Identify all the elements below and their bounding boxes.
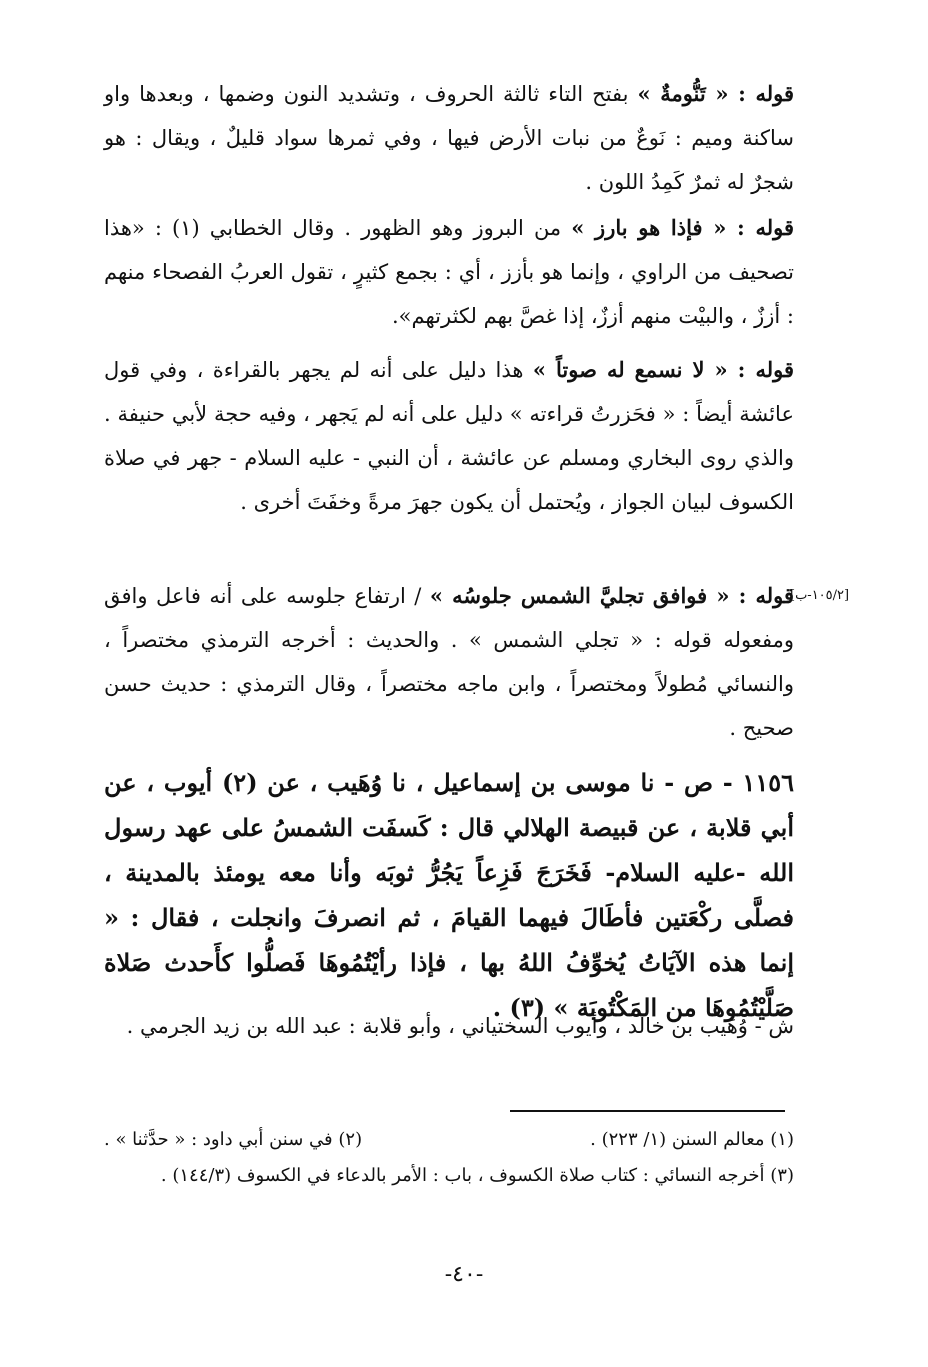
paragraph-2 xyxy=(104,206,794,338)
margin-manuscript-reference: [١٠٥/٢-ب] xyxy=(790,588,850,603)
paragraph-1 xyxy=(104,72,794,204)
footnote-2: (٢) في سنن أبي داود : « حدَّثنا » . xyxy=(104,1129,363,1150)
paragraph-3-text: هذا دليل على أنه لم يجهر بالقراءة ، وفي قول عائشة أيضاً : « فحَزرتُ قراءته » دليل على أنه لم يَجهر ، وفيه حجة لأبي حنيفة . والذي روى البخاري ومسلم عن عائشة ، أن النبي - عليه السلام - جهر في صلاة الكسوف لبيان الجواز ، ويُحتمل أن يكون جهرَ مرةً وخفَتَ أخرى . xyxy=(104,358,794,514)
footnote-divider xyxy=(510,1110,785,1112)
paragraph-2-lead: قوله : « فإذا هو بارز » xyxy=(571,215,795,240)
commentary-text: ش - وُهَيب بن خالد ، وأيوب السختياني ، وأبو قلابة : عبد الله بن زيد الجرمي . xyxy=(126,1014,794,1038)
paragraph-1-text: بفتح التاء ثالثة الحروف ، وتشديد النون وضمها ، وبعدها واو ساكنة وميم : نَوعٌ من نبات الأرض فيها ، وفي ثمرها سواد قليلٌ ، ويقال : هو شجرٌ له ثمرٌ كَمِدُ اللون . xyxy=(104,82,794,194)
paragraph-4 xyxy=(104,574,794,750)
hadith-text: ١١٥٦ - ص - نا موسى بن إسماعيل ، نا وُهَيب ، عن (٢) أيوب ، عن أبي قلابة ، عن قبيصة الهلالي قال : كَسفَت الشمسُ على عهد رسول الله -عليه السلام- فَخَرَجَ فَزِعاً يَجُرُّ ثوبَه وأنا معه يومئذ بالمدينة ، فصلَّى ركْعَتين فأطَالَ فيهما القيامَ ، ثم انصرفَ وانجلت ، فقال : « إنما هذه الآيَاتُ يُخوِّفُ اللهُ بها ، فإذا رأيْتُمُوهَا فَصلُّوا كأَحدث صَلاة صَلَّيْتُمُوهَا من المَكْتُوبَة » (٣) . xyxy=(104,768,795,1022)
page-number: -٤٠- xyxy=(444,1262,484,1287)
paragraph-3-lead: قوله : « لا نسمع له صوتاً » xyxy=(532,357,794,382)
footnotes xyxy=(104,1122,794,1194)
footnote-3: (٣) أخرجه النسائي : كتاب صلاة الكسوف ، باب : الأمر بالدعاء في الكسوف (١٤٤/٣) . xyxy=(160,1165,794,1186)
footnote-1: (١) معالم السنن (١/ ٢٢٣) . xyxy=(590,1129,794,1150)
paragraph-3 xyxy=(104,348,794,524)
paragraph-4-text: / ارتفاع جلوسه على أنه فاعل وافق ومفعوله قوله : « تجلي الشمس » . والحديث : أخرجه الترمذي مختصراً ، والنسائي مُطولاً ومختصراً ، وابن ماجه مختصراً ، وقال الترمذي : حديث حسن صحيح . xyxy=(104,584,794,740)
paragraph-1-lead: قوله : « تَنُّومةٌ » xyxy=(637,81,795,106)
paragraph-4-lead: قوله : « فوافق تجليَّ الشمس جلوسُه » xyxy=(429,583,795,608)
paragraph-2-text: من البروز وهو الظهور . وقال الخطابي (١) : «هذا تصحيف من الراوي ، وإنما هو بأزز ، أي : بجمع كثيرٍ ، تقول العربُ الفصحاء منهم : أززٌ ، والبيْت منهم أززٌ، إذا غصَّ بهم لكثرتهم». xyxy=(104,216,794,328)
footnote-row-1 xyxy=(104,1122,794,1158)
